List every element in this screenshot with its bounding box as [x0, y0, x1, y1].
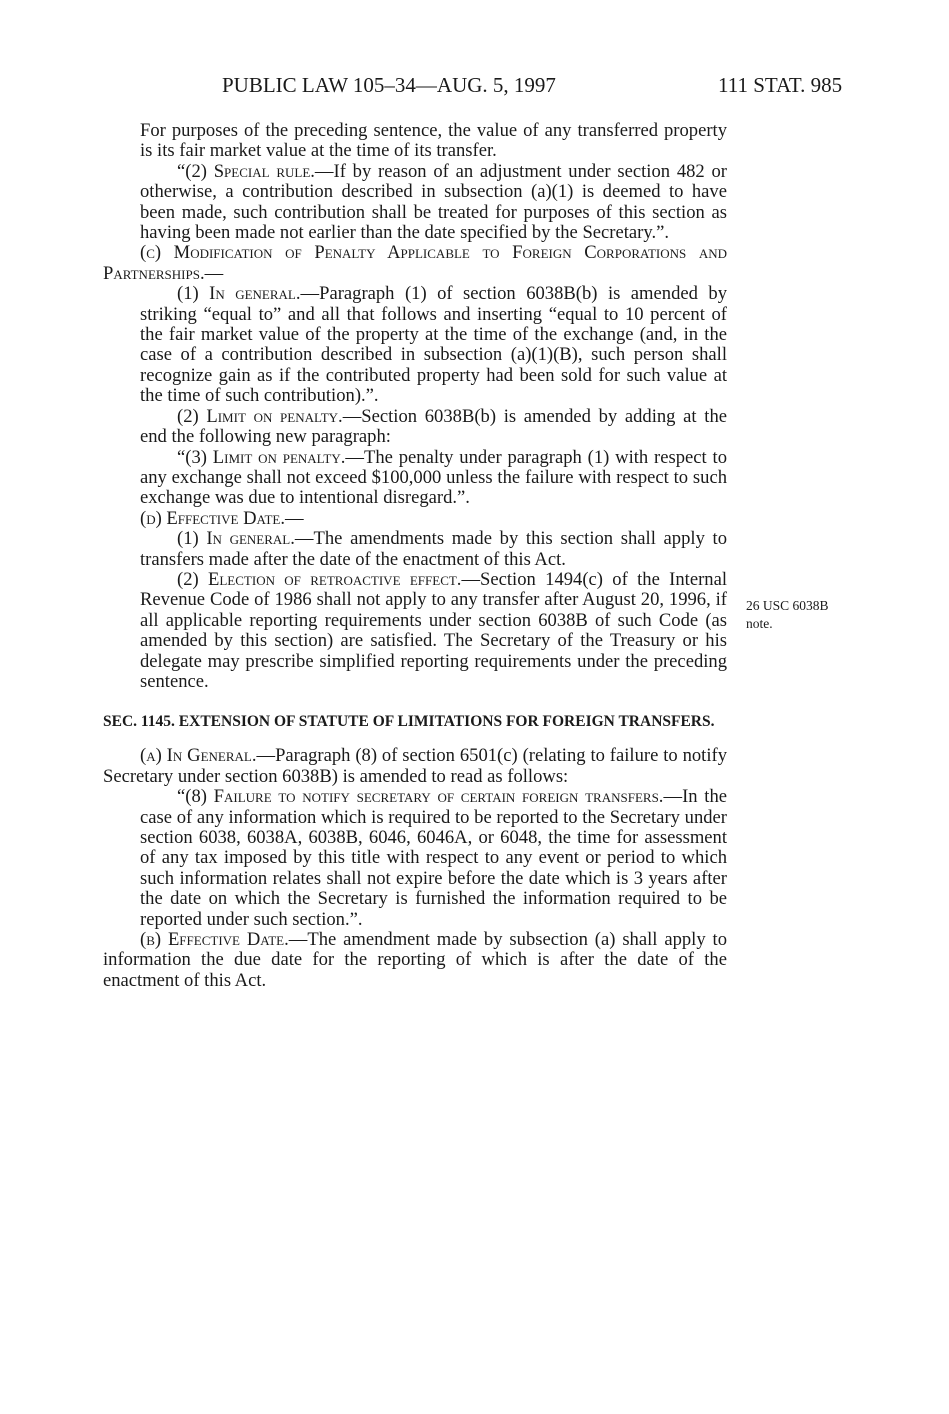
paragraph-sec-a8-quoted [103, 787, 727, 930]
paragraph-text: —Section 6038B(b) is amended by adding at the end the following new paragraph: [140, 405, 727, 448]
paragraph-c3-quoted [103, 448, 727, 509]
paragraph-text: — [285, 507, 304, 529]
paragraph-text: —The amendment made by subsection (a) shall apply to information the due date for the reporting of which is after the date of the enactment of this Act. [103, 929, 727, 991]
paragraph-text: — [204, 262, 224, 284]
margin-note-line: note. [746, 616, 773, 631]
paragraph-text: —The penalty under paragraph (1) with respect to any exchange shall not exceed $100,000 unless the failure with respect to such exchange was due to intentional disregard.”. [140, 446, 727, 509]
paragraph-heading: (1) In general. [177, 528, 295, 550]
page-header [0, 73, 949, 99]
paragraph-heading: (d) Effective Date. [140, 507, 286, 529]
paragraph-continuation: For purposes of the preceding sentence, the value of any transferred property is its fair market value at the time of its transfer. [140, 120, 727, 162]
margin-citation-note [746, 597, 829, 633]
paragraph-heading: (c) Modification of Penalty Applicable to Foreign Corporations and Partnerships. [103, 242, 727, 284]
paragraph-heading: (2) Election of retroactive effect. [177, 568, 462, 590]
paragraph-text: —Paragraph (1) of section 6038B(b) is amended by striking “equal to” and all that follows and inserting “equal to 10 percent of the fair market value of the property at the time of the exchange (and, in the case of a contribution described in subsection (a)(1)(B), such person shall recognize gain as if the contributed property had been sold for such value at the time of such contribution).”. [140, 283, 727, 407]
paragraph-text: —If by reason of an adjustment under section 482 or otherwise, a contribution described in subsection (a)(1) is deemed to have been made, such contribution shall be treated for purposes of this section as having been made not earlier than the date specified by the Secretary.”. [140, 160, 727, 244]
paragraph-d1 [103, 529, 727, 570]
paragraph-subsection-c [103, 243, 727, 284]
section-heading: SEC. 1145. EXTENSION OF STATUTE OF LIMITATIONS FOR FOREIGN TRANSFERS. [103, 713, 715, 731]
paragraph-text: —Section 1494(c) of the Internal Revenue Code of 1986 shall not apply to any transfer after August 20, 1996, if all applicable reporting requirements under section 6038B of such Code (as amended by this section) are satisfied. The Secretary of the Treasury or his delegate may prescribe simplified reporting requirements under the preceding sentence. [140, 568, 727, 692]
paragraph-sec-b [103, 930, 727, 991]
paragraph-text: —Paragraph (8) of section 6501(c) (relating to failure to notify Secretary under section 6038B) is amended to read as follows: [103, 745, 727, 787]
paragraph-heading: “(2) Special rule. [177, 160, 315, 182]
paragraph-heading: (b) Effective Date. [140, 929, 289, 951]
statute-page-number: 111 STAT. 985 [718, 73, 843, 97]
paragraph-c1 [103, 284, 727, 406]
paragraph-text: —The amendments made by this section shall apply to transfers made after the date of the enactment of this Act. [140, 528, 727, 570]
paragraph-subsection-d [103, 509, 727, 529]
paragraph-heading: (1) In general. [177, 283, 301, 305]
paragraph-special-rule [103, 162, 727, 244]
running-head-title: PUBLIC LAW 105–34—AUG. 5, 1997 [222, 73, 556, 97]
paragraph-heading: (a) In General. [140, 745, 257, 767]
paragraph-c2 [103, 407, 727, 448]
paragraph-sec-a [103, 746, 727, 787]
document-body [103, 121, 727, 991]
paragraph-d2 [103, 570, 727, 692]
margin-note-line: 26 USC 6038B [746, 598, 829, 613]
paragraph-heading: (2) Limit on penalty. [177, 405, 343, 427]
paragraph-heading: “(3) Limit on penalty. [177, 446, 346, 468]
paragraph-text: —In the case of any information which is required to be reported to the Secretary under section 6038, 6038A, 6038B, 6046, 6046A, or 6048, the time for assessment of any tax imposed by this title with respect to any event or period to which such information relates shall not expire before the date which is 3 years after the date on which the Secretary is furnished the information required to be reported under such section.”. [140, 786, 728, 930]
paragraph-heading: “(8) Failure to notify secretary of certain foreign transfers. [177, 786, 664, 808]
